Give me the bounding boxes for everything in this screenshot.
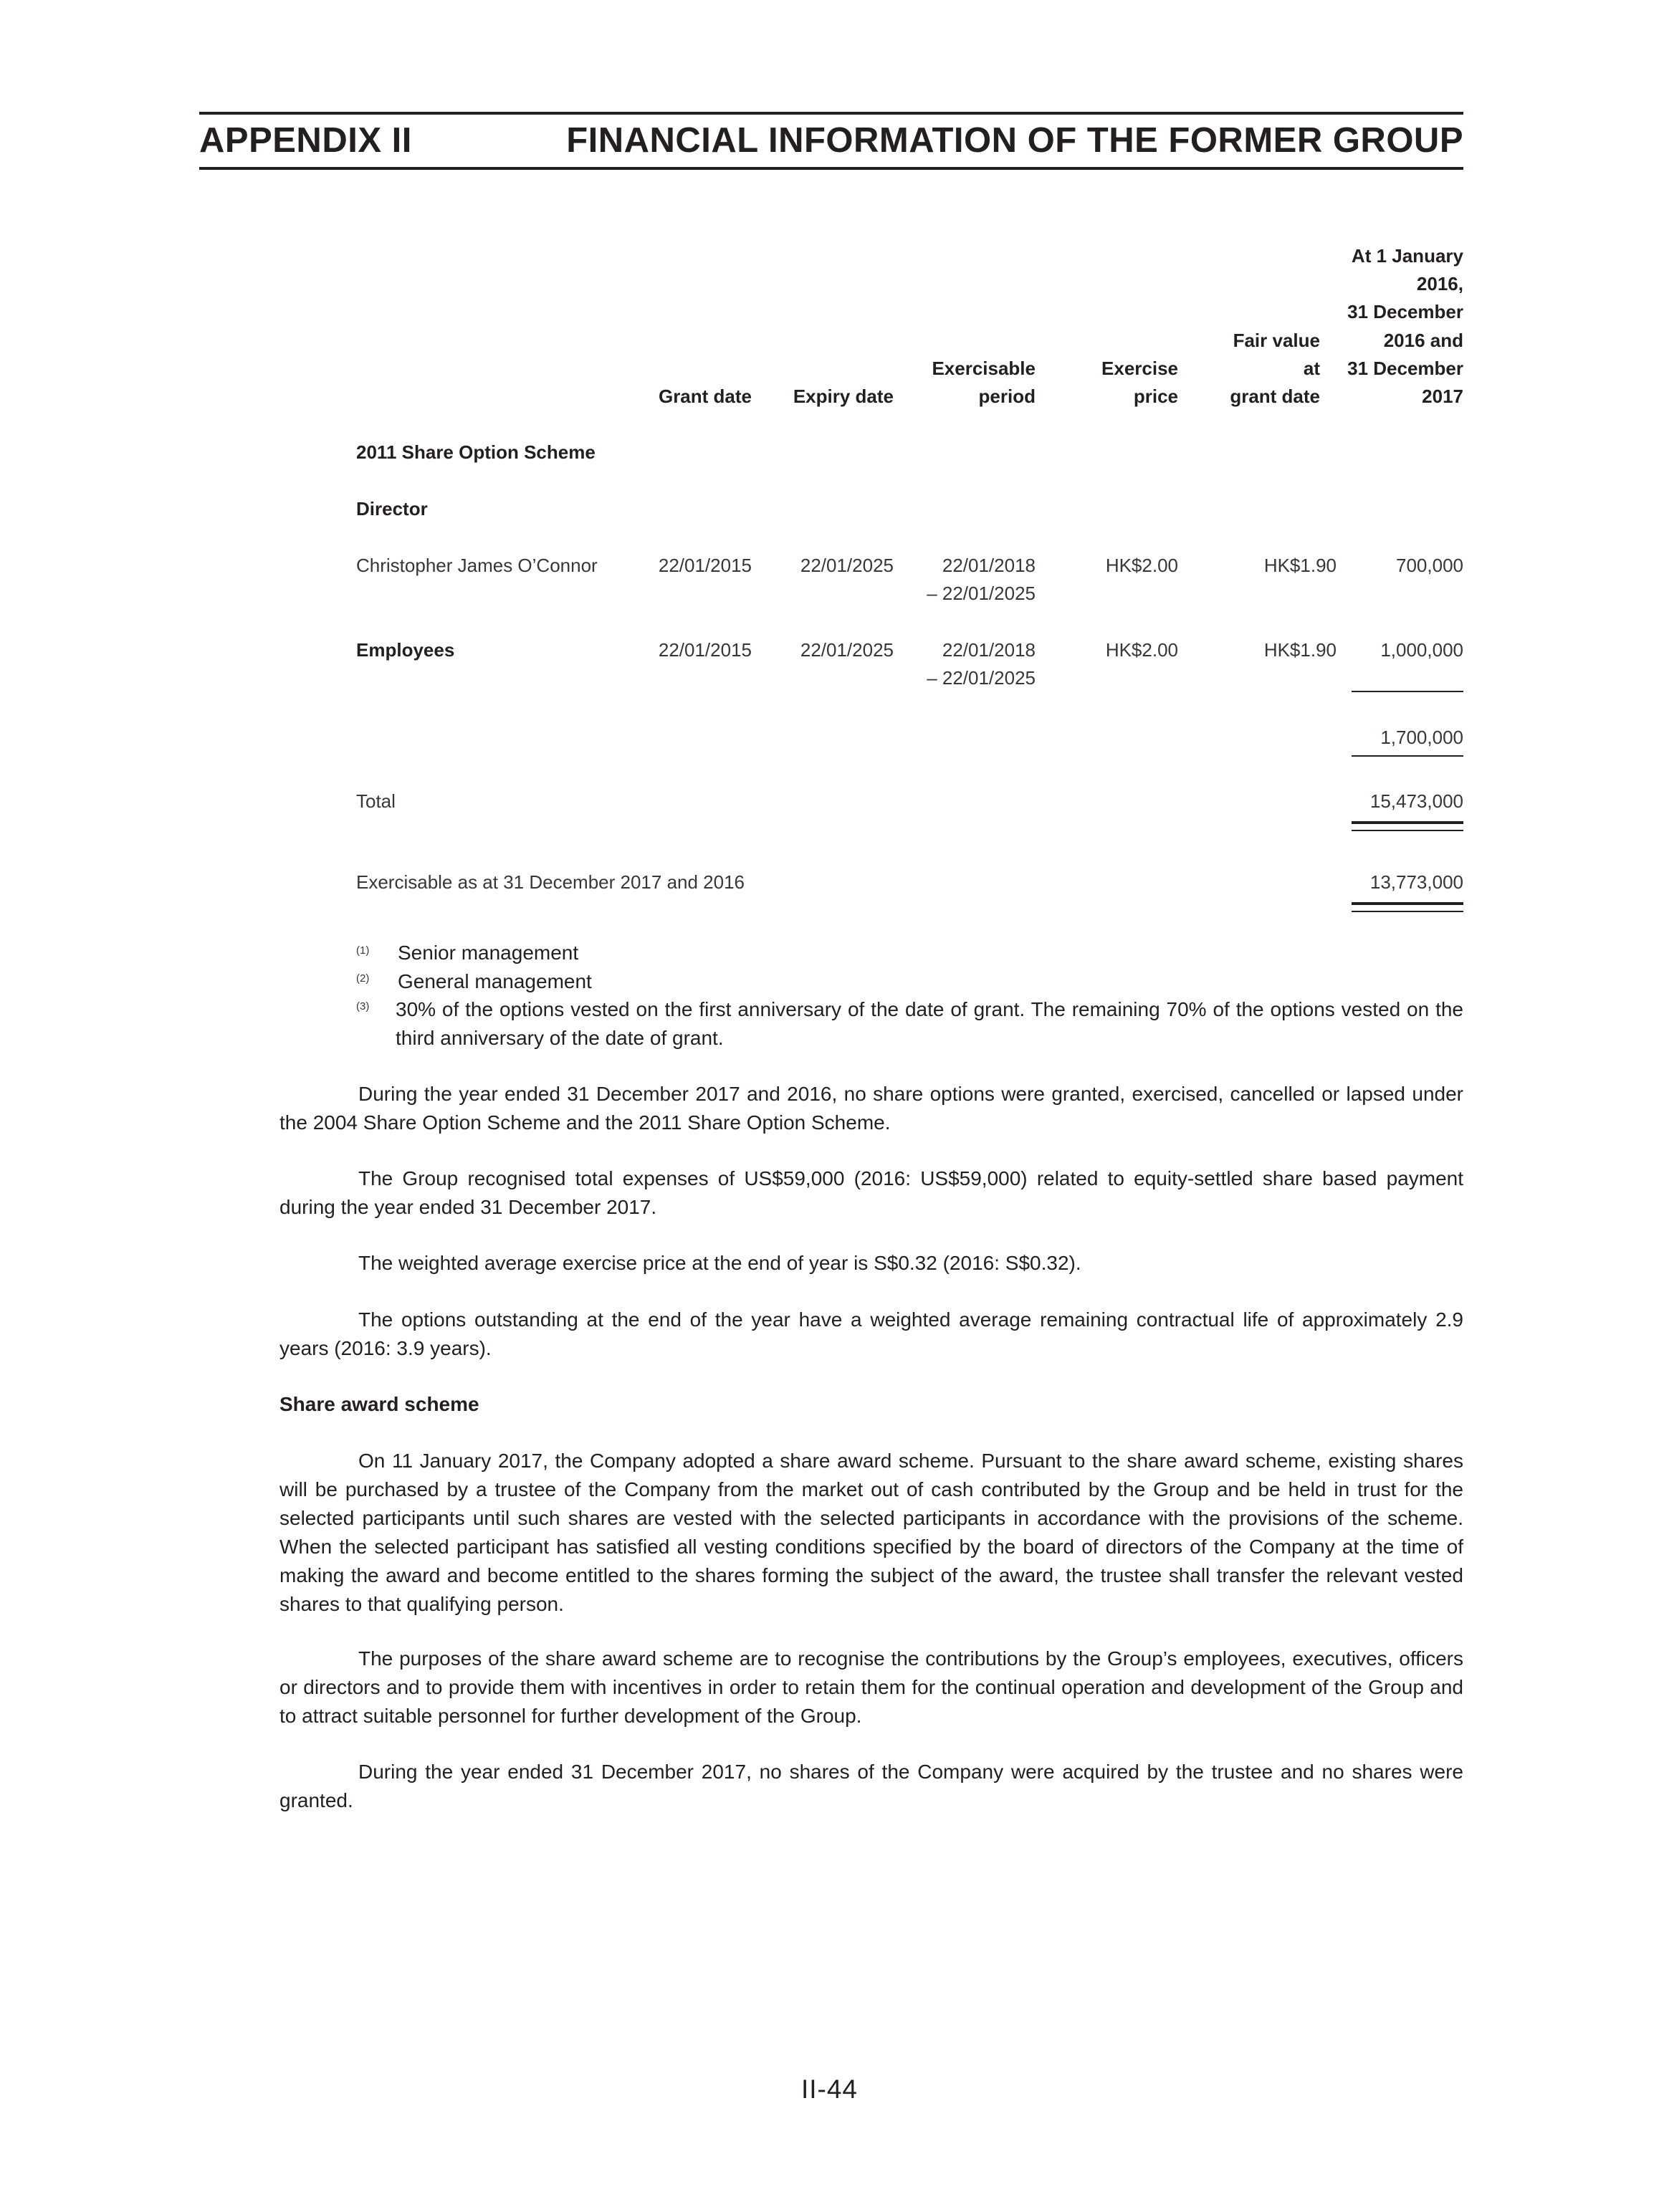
col-header-outstanding-1: At 1 January xyxy=(1351,245,1463,267)
subtotal-underline xyxy=(1352,755,1463,757)
exercisable-double-rule-1 xyxy=(1352,902,1463,905)
employees-grant-date: 22/01/2015 xyxy=(658,639,752,661)
col-header-exercisable-period-1: Exercisable xyxy=(932,358,1036,379)
col-header-grant-date: Grant date xyxy=(658,386,752,407)
director-grant-date: 22/01/2015 xyxy=(658,555,752,576)
paragraph-text: The options outstanding at the end of the year have a weighted average remaining contractual life of approximately 2.9 years (2016: 3.9 years). xyxy=(279,1308,1463,1359)
employees-expiry-date: 22/01/2025 xyxy=(800,639,894,661)
employees-period-start: 22/01/2018 xyxy=(942,639,1036,661)
paragraph-expenses xyxy=(279,1164,1463,1222)
col-header-outstanding-6: 2017 xyxy=(1422,386,1463,407)
col-header-fair-value-3: grant date xyxy=(1230,386,1320,407)
col-header-outstanding-4: 2016 and xyxy=(1383,330,1463,351)
footnote-mark-3: (3) xyxy=(356,1000,370,1012)
director-period-end: – 22/01/2025 xyxy=(927,583,1036,604)
exercisable-label: Exercisable as at 31 December 2017 and 2016 xyxy=(356,871,745,893)
total-label: Total xyxy=(356,790,396,812)
paragraph-text: The purposes of the share award scheme are to recognise the contributions by the Group’s employees, executives, officers or directors and to provide them with incentives in order to retain them for the continual operation and development of the Group and to attract suitable personnel for further development of the Group. xyxy=(279,1647,1463,1727)
employees-label: Employees xyxy=(356,639,455,661)
total-double-rule-2 xyxy=(1352,830,1463,831)
director-period-start: 22/01/2018 xyxy=(942,555,1036,576)
col-header-fair-value-2: at xyxy=(1303,358,1320,379)
col-header-outstanding-2: 2016, xyxy=(1416,273,1463,295)
share-award-heading: Share award scheme xyxy=(279,1393,479,1415)
total-double-rule-1 xyxy=(1352,821,1463,824)
footnote-text-3: 30% of the options vested on the first anniversary of the date of grant. The remaining 70% of the options vested on the third anniversary of the date of grant. xyxy=(396,998,1463,1049)
paragraph-text: During the year ended 31 December 2017, no shares of the Company were acquired by the trustee and no shares were granted. xyxy=(279,1761,1463,1811)
exercisable-double-rule-2 xyxy=(1352,911,1463,912)
col-header-outstanding-5: 31 December xyxy=(1347,358,1463,379)
paragraph-no-options-granted xyxy=(279,1080,1463,1137)
paragraph-share-award-purposes xyxy=(279,1644,1463,1730)
paragraph-contractual-life xyxy=(279,1306,1463,1363)
subtotal-rule xyxy=(1352,691,1463,692)
employees-period-end: – 22/01/2025 xyxy=(927,667,1036,689)
paragraph-weighted-price xyxy=(279,1249,1463,1278)
director-heading: Director xyxy=(356,498,428,520)
director-name: Christopher James O’Connor xyxy=(356,555,598,576)
header-bottom-rule xyxy=(199,167,1463,170)
appendix-label: APPENDIX II xyxy=(199,121,412,160)
paragraph-no-shares-acquired xyxy=(279,1758,1463,1815)
page-title: FINANCIAL INFORMATION OF THE FORMER GROUP xyxy=(566,121,1463,160)
director-exercise-price: HK$2.00 xyxy=(1105,555,1178,576)
paragraph-text: On 11 January 2017, the Company adopted a share award scheme. Pursuant to the share award scheme, existing shares will be purchased by a trustee of the Company from the market out of cash contributed by the Group and be held in trust for the selected participants until such shares are vested with the selected participants in accordance with the provisions of the scheme. When the selected participant has satisfied all vesting conditions specified by the board of directors of the Company at the time of making the award and become entitled to the shares forming the subject of the award, the trustee shall transfer the relevant vested shares to that qualifying person. xyxy=(279,1450,1463,1615)
footnote-mark-2: (2) xyxy=(356,972,370,985)
col-header-outstanding-3: 31 December xyxy=(1347,301,1463,322)
footnote-text-2: General management xyxy=(398,970,592,992)
col-header-expiry-date: Expiry date xyxy=(793,386,894,407)
exercisable-value: 13,773,000 xyxy=(1369,871,1463,893)
col-header-fair-value-1: Fair value xyxy=(1233,330,1320,351)
paragraph-text: The weighted average exercise price at the end of year is S$0.32 (2016: S$0.32). xyxy=(358,1252,1081,1274)
footnote-text-1: Senior management xyxy=(398,942,579,964)
col-header-exercisable-period-2: period xyxy=(978,386,1036,407)
col-header-exercise-price-2: price xyxy=(1133,386,1178,407)
scheme-title: 2011 Share Option Scheme xyxy=(356,441,596,463)
paragraph-share-award-adoption xyxy=(279,1447,1463,1619)
footnote-mark-1: (1) xyxy=(356,944,370,957)
total-value: 15,473,000 xyxy=(1369,790,1463,812)
employees-exercise-price: HK$2.00 xyxy=(1105,639,1178,661)
employees-outstanding: 1,000,000 xyxy=(1380,639,1463,661)
director-outstanding: 700,000 xyxy=(1396,555,1463,576)
employees-fair-value: HK$1.90 xyxy=(1263,639,1337,661)
director-fair-value: HK$1.90 xyxy=(1263,555,1337,576)
header-top-rule xyxy=(199,112,1463,115)
paragraph-text: During the year ended 31 December 2017 and 2016, no share options were granted, exercised, cancelled or lapsed under the 2004 Share Option Scheme and the 2011 Share Option Scheme. xyxy=(279,1083,1463,1134)
subtotal-value: 1,700,000 xyxy=(1380,727,1463,748)
page-number: II-44 xyxy=(800,2074,859,2104)
director-expiry-date: 22/01/2025 xyxy=(800,555,894,576)
col-header-exercise-price-1: Exercise xyxy=(1101,358,1178,379)
paragraph-text: The Group recognised total expenses of US$59,000 (2016: US$59,000) related to equity-settled share based payment during the year ended 31 December 2017. xyxy=(279,1167,1463,1218)
